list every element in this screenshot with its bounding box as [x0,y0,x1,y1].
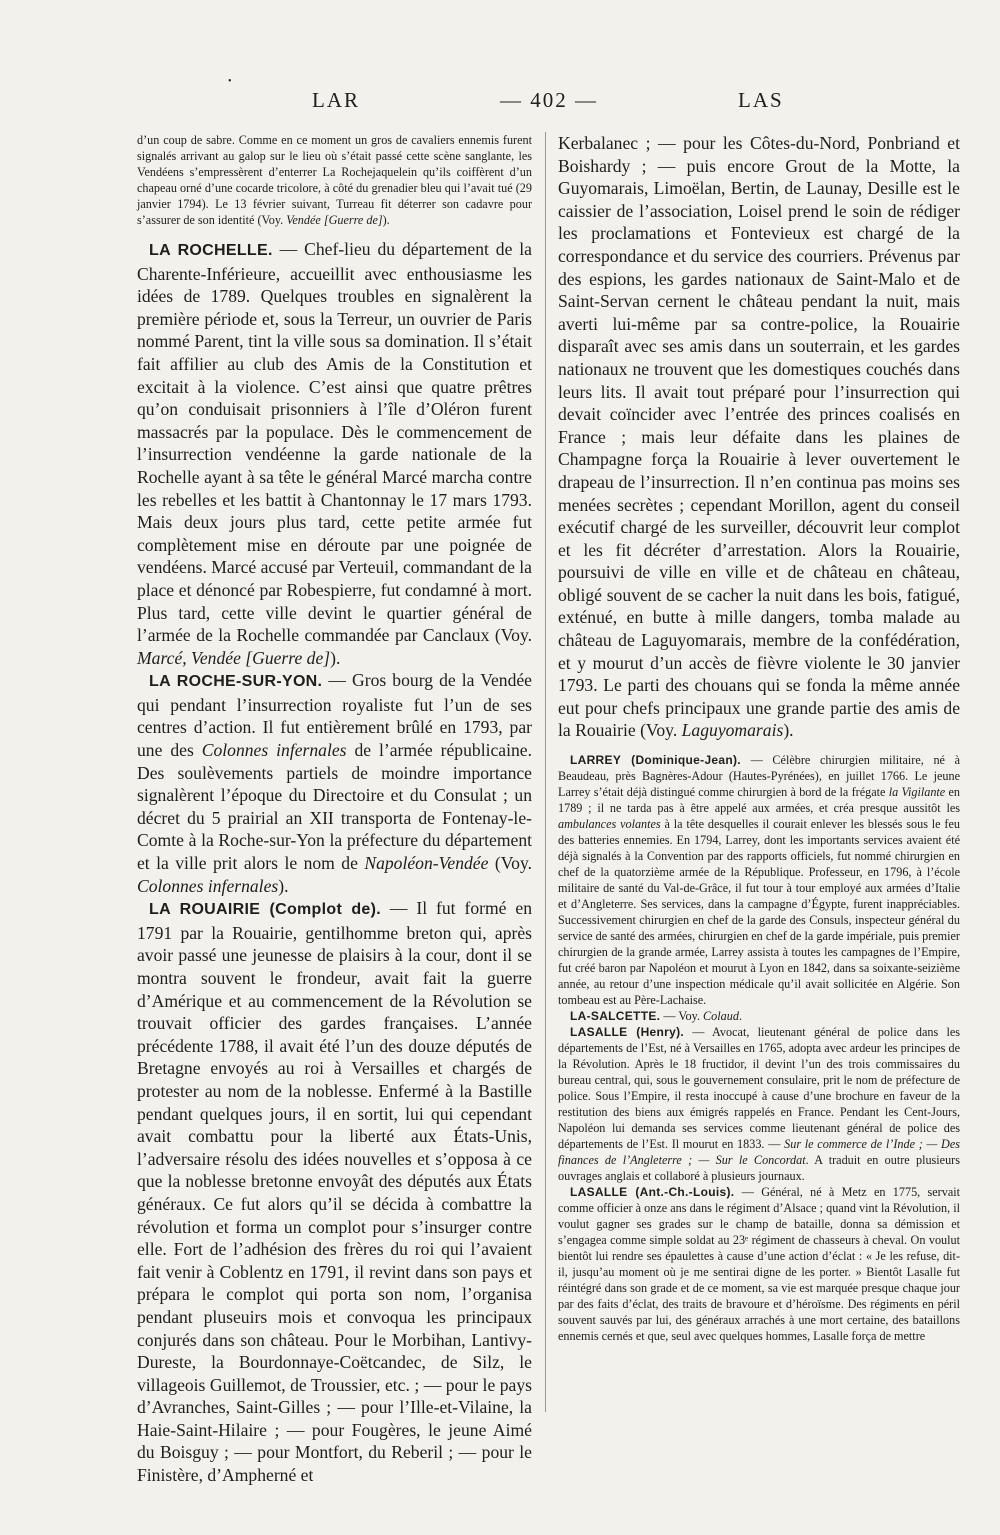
entry-text: — Voy. [660,1009,700,1024]
cross-reference: Napoléon-Vendée [364,853,489,874]
running-head-right: LAS [738,88,784,112]
cross-reference: ambulances volantes [558,817,661,832]
cross-reference: Vendée [Guerre de] [286,213,383,227]
entry-headword: LASALLE (Henry). [570,1025,685,1040]
entry-text: — Il fut formé en 1791 par la Rouairie, gentilhomme breton qui, après avoir passé une jeunesse de plaisirs à la cour, dont il se montra souvent le frondeur, avait fait la guerre d’Amérique et au commencement de la Révolution se trouvait officier des gardes françaises. L’année précédente 1788, il avait été l’un des douze députés de Bretagne envoyés au roi à Versailles et chargés de protester au nom de la noblesse. Enfermé à la Bastille pendant quelques jours, il en sortit, lui qui cependant avait combattu pour la liberté aux États-Unis, l’adversaire résolu des idées nouvelles et s’opposa à ce que la noblesse bretonne envoyât des députés aux États généraux. Ce fut alors qu’il se décida à combattre la révolution et forma un complot pour s’insurger contre elle. Fort de l’adhésion des frères du roi qui l’avaient fait venir à Coblentz en 1791, il revint dans son pays et prépara le complot qui porta son nom, l’organisa pendant pluseuirs mois et convoqua les principaux conjurés dans son château. Pour le Morbihan, Lantivy-Dureste, la Bourdonnaye-Coëtcandec, de Silz, le villageois Guillemot, de Troussier, etc. ; — pour le pays d’Avranches, Saint-Gilles ; — pour l’Ille-et-Vilaine, la Haie-Saint-Hilaire ; — pour Fougères, le jeune Aimé du Boisguy ; — pour Montfort, du Reberil ; — pour le Finistère, d’Ampherné et [137,898,532,1486]
cross-reference: Marcé, Vendée [Guerre de] [137,647,331,668]
entry-text: ). [330,647,341,668]
entry-headword: LA ROCHELLE. [149,242,273,259]
page-number: — 402 — [500,88,598,112]
entry-la-rouairie [137,897,532,1486]
entry-text: ). [783,720,794,741]
cross-reference: la Vigilante [888,785,946,800]
entry-text: à la tête desquelles il courait enlever les blessés sous le feu des batteries ennemies. En 1794, Larrey, dont les importants services avaient été déjà signalés à la Convention par des rapports officiels, fut nommé chirurgien en chef de la quatorzième armée de la République. Professeur, en 1796, à l’école militaire de santé du Val-de-Grâce, il fut tour à tour employé aux armées d’Italie et d’Angleterre. Ses services, dans la campagne d’Égypte, furent inappréciables. Successivement chirurgien en chef de la garde des Consuls, inspecteur général du service de santé des armées, chirurgien en chef de la garde impériale, puis premier chirurgien de la grande armée, Larrey assista à toutes les campagnes de l’Empire, fut créé baron par Napoléon et mourut à Lyon en 1842, dans sa soixante-seizième année, au retour d’une inspection médicale qu’il avait sollicitée en Algérie. Son tombeau est au Père-Lachaise. [558,817,960,1008]
entry-text: en 1789 ; il ne tarda pas à être appelé aux armées, et créa presque aussitôt les [558,785,960,816]
entry-headword: LARREY (Dominique-Jean). [570,753,741,768]
entry-text: (Voy. [488,853,532,874]
entry-text: d’un coup de sabre. Comme en ce moment un gros de cavaliers ennemis furent signalés arrivant au galop sur le lieu où s’était passé cette scène sanglante, les Vendéens s’empressèrent d’enterrer La Rochejaquelein qu’ils coiffèrent d’un chapeau orné d’une cocarde tricolore, à côté du grenadier bleu qui l’avait tué (29 janvier 1794). Le 13 février suivant, Turreau fit déterrer son cadavre pour s’assurer de son identité (Voy. [137,133,532,227]
entry-la-rochelle [137,238,532,669]
entry-text: — Célèbre chirurgien militaire, né à Beaudeau, près Bagnères-Adour (Hautes-Pyrénées), en juillet 1766. Le jeune Larrey s’était déjà distingué comme chirurgien à bord de la frégate [558,753,961,800]
entry-text: — Gros bourg de la Vendée qui pendant l’insurrection royaliste fut l’un de ses centres d’action. Il fut entièrement brûlé en 1793, par une des [137,670,532,761]
entry-text: . A traduit en outre plusieurs ouvrages anglais et collaboré à plusieurs journaux. [558,1153,960,1184]
entry-larrey [558,752,960,1008]
entry-headword: LA-SALCETTE. [570,1009,661,1024]
cross-reference: Laguyomarais [681,720,784,741]
entry-la-salcette [558,1008,960,1024]
entry-headword: LASALLE (Ant.-Ch.-Louis). [570,1185,735,1200]
running-head-left: LAR [312,88,360,112]
entry-continuation [137,132,532,228]
entry-headword: LA ROCHE-SUR-YON. [149,673,323,691]
entry-lasalle-henry [558,1024,960,1184]
entry-la-rouairie-continued [558,132,960,742]
entry-text: de l’armée républicaine. Des soulèvements partiels de moindre importance signalèrent l’époque du Directoire et du Consulat ; un décret du 5 prairial an XII transporta de Fontenay-le-Comte à la Roche-sur-Yon la préfecture du département et la ville prit alors le nom de [137,740,532,874]
works-list: Sur le commerce de l’Inde ; — Des finances de l’Angleterre ; — Sur le Concordat [558,1137,961,1168]
cross-reference: Colonnes infernales [201,740,347,761]
entry-text: Kerbalanec ; — pour les Côtes-du-Nord, Ponbriand et Boishardy ; — puis encore Grout de la Motte, la Guyomarais, Limoëlan, Bertin, de Launay, Desille est le caissier de l’association, Loisel prend le soin de rédiger les proclamations et Fontevieux est chargé de la correspondance et du service des courriers. Prévenus par des espions, les gardes nationaux de Saint-Malo et de Saint-Servan cernent le château pendant la nuit, mais averti lui-même par sa contre-police, la Rouairie disparaît avec ses amis dans un souterrain, et les gardes nationaux ne trouvent que les domestiques couchés dans leurs lits. Il avait tout préparé pour l’insurrection qui devait coïncider avec l’entrée des princes coalisés en France ; mais leur défaite dans les plaines de Champagne força la Rouairie à lever ouvertement le drapeau de l’insurrection. Il n’en continua pas moins ses menées secrètes ; cependant Morillon, agent du conseil exécutif chargé de les surveiller, découvrit leur complot et les fit décréter d’arrestation. Alors la Rouairie, poursuivi de ville en ville et de château en château, obligé souvent de se cacher la nuit dans les bois, fatigué, exténué, en butte à mille dangers, tomba malade au château de Laguyomarais, membre de la confédération, et y mourut d’un accès de fièvre violente le 30 janvier 1793. Le parti des chouans qui se fonda la même année eut pour chefs principaux une grande partie des amis de la Rouairie (Voy. [558,133,960,741]
entry-text: ). [382,213,390,227]
page-header [140,76,880,118]
ink-dot: • [228,76,234,87]
entry-la-roche-sur-yon [137,669,532,897]
entry-text: — Général, né à Metz en 1775, servait comme officier à onze ans dans le régiment d’Alsace ; quand vint la Révolution, il voulut gagner ses grades sur le champ de bataille, donna sa démission et s’engagea comme simple soldat au 23ᵉ régiment de chasseurs à cheval. On voulut bientôt lui rendre ses épaulettes à cause d’une action d’éclat : « Je les refuse, dit-il, jusqu’au moment où je me sentirai digne de les porter. » Bientôt Lasalle fut réintégré dans son grade et de ce moment, sa vie est marquée presque chaque jour par des faits d’éclat, des traits de bravoure et d’héroïsme. Des régiments en péril souvent sauvés par lui, des généraux arrachés à une mort certaine, des bataillons ennemis cernés et que, seul avec quelques hommes, Lasalle força de mettre [558,1185,961,1344]
cross-reference: Colaud [703,1009,739,1024]
entry-text: ). [278,875,289,896]
cross-reference: Colonnes infernales [137,875,279,896]
left-column [137,132,532,1487]
right-column [558,132,960,1344]
column-divider [545,132,546,1412]
entry-text: . [738,1009,742,1024]
entry-text: — Avocat, lieutenant général de police dans les départements de l’Est, né à Versailles en 1765, adopta avec ardeur les principes de la Révolution. Après le 18 fructidor, il devint l’un des trois commissaires du bureau central, qui, sous le gouvernement consulaire, prit le nom de préfecture de police. Sous l’Empire, il resta inoccupé à cause d’une brochure en faveur de la restitution des biens aux émigrés rappelés en France. Pendant les Cent-Jours, Napoléon lui demanda ses services comme lieutenant général de police des départements de l’Est. Il mourut en 1833. — [558,1025,960,1152]
entry-text: — Chef-lieu du département de la Charente-Inférieure, accueillit avec enthousiasme les idées de 1789. Quelques troubles en signalèrent la première période et, sous la Terreur, un ouvrier de Paris nommé Parent, tint la ville sous sa domination. Il s’était fait affilier au club des Amis de la Constitution et excitait à la violence. C’est ainsi que quatre prêtres qu’on conduisait prisonniers à l’île d’Oléron furent massacrés par la populace. Dès le commencement de l’insurrection vendéenne la garde nationale de la Rochelle ayant à sa tête le général Marcé marcha contre les rebelles et les battit à Chantonnay le 17 mars 1793. Mais deux jours plus tard, cette petite armée fut complètement mise en déroute par une poignée de vendéens. Marcé accusé par Verteuil, commandant de la place et dénoncé par Robespierre, fut condamné à mort. Plus tard, cette ville devint le quartier général de l’armée de la Rochelle commandée par Canclaux (Voy. [137,239,532,646]
entry-headword: LA ROUAIRIE (Complot de). [149,901,381,919]
entry-lasalle-antoine [558,1184,960,1344]
